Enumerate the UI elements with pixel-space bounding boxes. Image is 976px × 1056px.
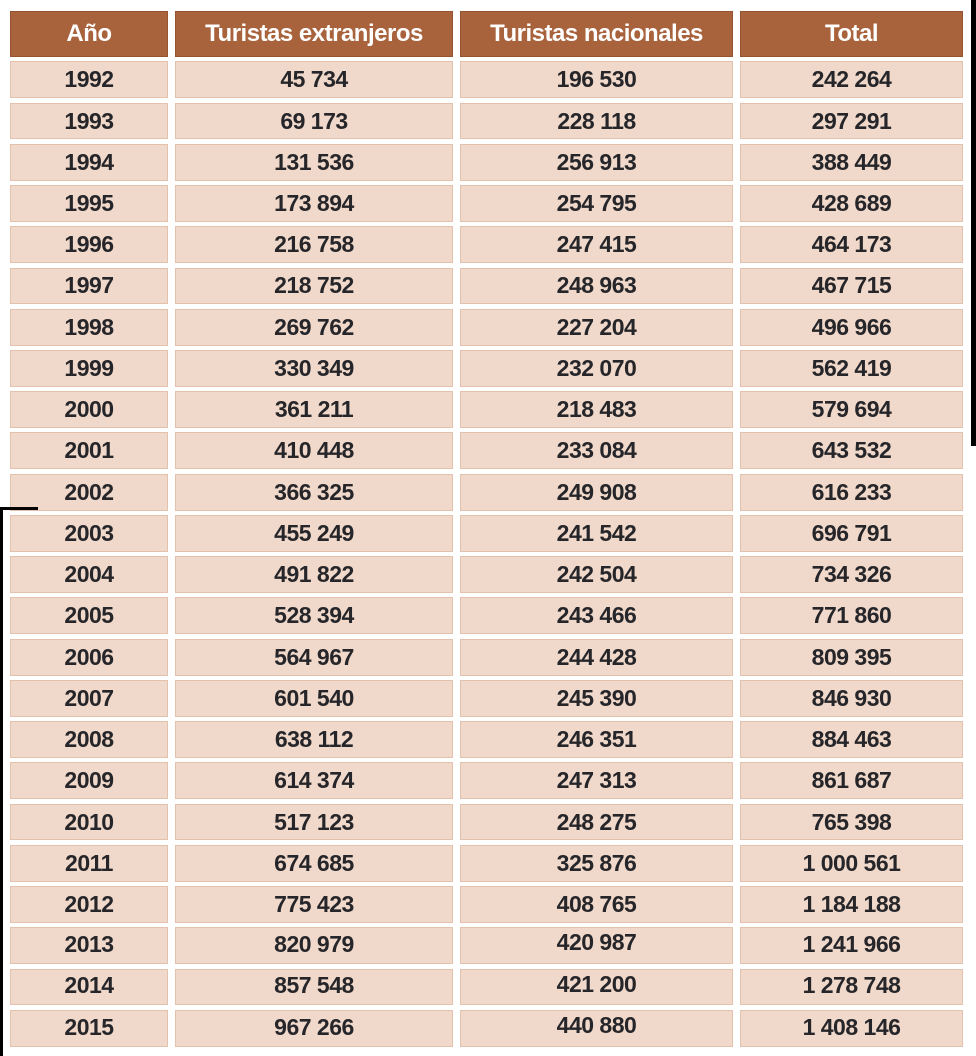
cell-total-2008: 884 463 <box>740 721 963 758</box>
column-header-total: Total <box>740 11 963 57</box>
cell-total-2000: 579 694 <box>740 391 963 428</box>
cell-foreign-2011: 674 685 <box>175 845 453 882</box>
cell-foreign-1999: 330 349 <box>175 350 453 387</box>
cell-total-2011: 1 000 561 <box>740 845 963 882</box>
cell-total-2012: 1 184 188 <box>740 886 963 923</box>
cell-national-2010: 248 275 <box>460 804 733 841</box>
cell-total-1999: 562 419 <box>740 350 963 387</box>
cell-foreign-2000: 361 211 <box>175 391 453 428</box>
column-header-foreign-tourists: Turistas extranjeros <box>175 11 453 57</box>
cell-national-2003: 241 542 <box>460 515 733 552</box>
cell-year-2007: 2007 <box>10 680 168 717</box>
cell-year-1999: 1999 <box>10 350 168 387</box>
cell-foreign-2010: 517 123 <box>175 804 453 841</box>
cell-national-2002: 249 908 <box>460 474 733 511</box>
cell-total-2006: 809 395 <box>740 639 963 676</box>
cell-total-2007: 846 930 <box>740 680 963 717</box>
cell-total-2005: 771 860 <box>740 597 963 634</box>
scan-artifact-left-corner <box>0 507 38 510</box>
cell-year-2013: 2013 <box>10 927 168 964</box>
cell-foreign-2008: 638 112 <box>175 721 453 758</box>
cell-year-2012: 2012 <box>10 886 168 923</box>
cell-total-1996: 464 173 <box>740 226 963 263</box>
cell-national-2009: 247 313 <box>460 762 733 799</box>
cell-national-2011: 325 876 <box>460 845 733 882</box>
cell-foreign-1996: 216 758 <box>175 226 453 263</box>
cell-year-2009: 2009 <box>10 762 168 799</box>
cell-national-2012: 408 765 <box>460 886 733 923</box>
cell-national-2008: 246 351 <box>460 721 733 758</box>
cell-national-1992: 196 530 <box>460 61 733 98</box>
cell-year-1995: 1995 <box>10 185 168 222</box>
cell-foreign-1997: 218 752 <box>175 268 453 305</box>
cell-foreign-2002: 366 325 <box>175 474 453 511</box>
cell-year-1994: 1994 <box>10 144 168 181</box>
cell-year-1993: 1993 <box>10 103 168 140</box>
cell-year-1998: 1998 <box>10 309 168 346</box>
cell-national-1994: 256 913 <box>460 144 733 181</box>
cell-national-1995: 254 795 <box>460 185 733 222</box>
cell-year-2005: 2005 <box>10 597 168 634</box>
cell-year-1997: 1997 <box>10 268 168 305</box>
cell-year-2014: 2014 <box>10 969 168 1006</box>
column-header-year: Año <box>10 11 168 57</box>
cell-national-2015: 440 880 <box>460 1010 733 1047</box>
cell-foreign-2015: 967 266 <box>175 1010 453 1047</box>
cell-foreign-1993: 69 173 <box>175 103 453 140</box>
cell-national-2007: 245 390 <box>460 680 733 717</box>
cell-foreign-1992: 45 734 <box>175 61 453 98</box>
cell-national-2013: 420 987 <box>460 927 733 964</box>
cell-total-2010: 765 398 <box>740 804 963 841</box>
cell-foreign-2013: 820 979 <box>175 927 453 964</box>
cell-national-1999: 232 070 <box>460 350 733 387</box>
cell-total-2002: 616 233 <box>740 474 963 511</box>
cell-national-2004: 242 504 <box>460 556 733 593</box>
cell-foreign-2012: 775 423 <box>175 886 453 923</box>
cell-total-1993: 297 291 <box>740 103 963 140</box>
cell-national-1997: 248 963 <box>460 268 733 305</box>
cell-year-2003: 2003 <box>10 515 168 552</box>
cell-year-2010: 2010 <box>10 804 168 841</box>
cell-national-1996: 247 415 <box>460 226 733 263</box>
cell-foreign-2009: 614 374 <box>175 762 453 799</box>
cell-national-1993: 228 118 <box>460 103 733 140</box>
cell-year-1992: 1992 <box>10 61 168 98</box>
cell-total-2004: 734 326 <box>740 556 963 593</box>
cell-national-2000: 218 483 <box>460 391 733 428</box>
scan-artifact-left-line <box>0 507 3 1056</box>
cell-foreign-1994: 131 536 <box>175 144 453 181</box>
cell-national-1998: 227 204 <box>460 309 733 346</box>
cell-national-2014: 421 200 <box>460 969 733 1006</box>
cell-total-2001: 643 532 <box>740 432 963 469</box>
cell-foreign-1998: 269 762 <box>175 309 453 346</box>
cell-year-1996: 1996 <box>10 226 168 263</box>
cell-year-2001: 2001 <box>10 432 168 469</box>
cell-total-2014: 1 278 748 <box>740 969 963 1006</box>
cell-foreign-2007: 601 540 <box>175 680 453 717</box>
cell-year-2008: 2008 <box>10 721 168 758</box>
cell-year-2004: 2004 <box>10 556 168 593</box>
scan-artifact-right-line <box>971 0 976 446</box>
cell-national-2001: 233 084 <box>460 432 733 469</box>
cell-national-2006: 244 428 <box>460 639 733 676</box>
cell-total-1994: 388 449 <box>740 144 963 181</box>
cell-year-2011: 2011 <box>10 845 168 882</box>
cell-total-1998: 496 966 <box>740 309 963 346</box>
cell-foreign-2014: 857 548 <box>175 969 453 1006</box>
tourism-table <box>10 11 963 1047</box>
cell-total-2009: 861 687 <box>740 762 963 799</box>
cell-foreign-2004: 491 822 <box>175 556 453 593</box>
cell-foreign-2001: 410 448 <box>175 432 453 469</box>
cell-foreign-2003: 455 249 <box>175 515 453 552</box>
cell-foreign-1995: 173 894 <box>175 185 453 222</box>
cell-year-2002: 2002 <box>10 474 168 511</box>
cell-total-2013: 1 241 966 <box>740 927 963 964</box>
cell-year-2006: 2006 <box>10 639 168 676</box>
cell-total-1997: 467 715 <box>740 268 963 305</box>
cell-total-1995: 428 689 <box>740 185 963 222</box>
cell-total-1992: 242 264 <box>740 61 963 98</box>
cell-total-2003: 696 791 <box>740 515 963 552</box>
cell-foreign-2006: 564 967 <box>175 639 453 676</box>
cell-year-2000: 2000 <box>10 391 168 428</box>
cell-national-2005: 243 466 <box>460 597 733 634</box>
cell-total-2015: 1 408 146 <box>740 1010 963 1047</box>
cell-foreign-2005: 528 394 <box>175 597 453 634</box>
cell-year-2015: 2015 <box>10 1010 168 1047</box>
column-header-national-tourists: Turistas nacionales <box>460 11 733 57</box>
